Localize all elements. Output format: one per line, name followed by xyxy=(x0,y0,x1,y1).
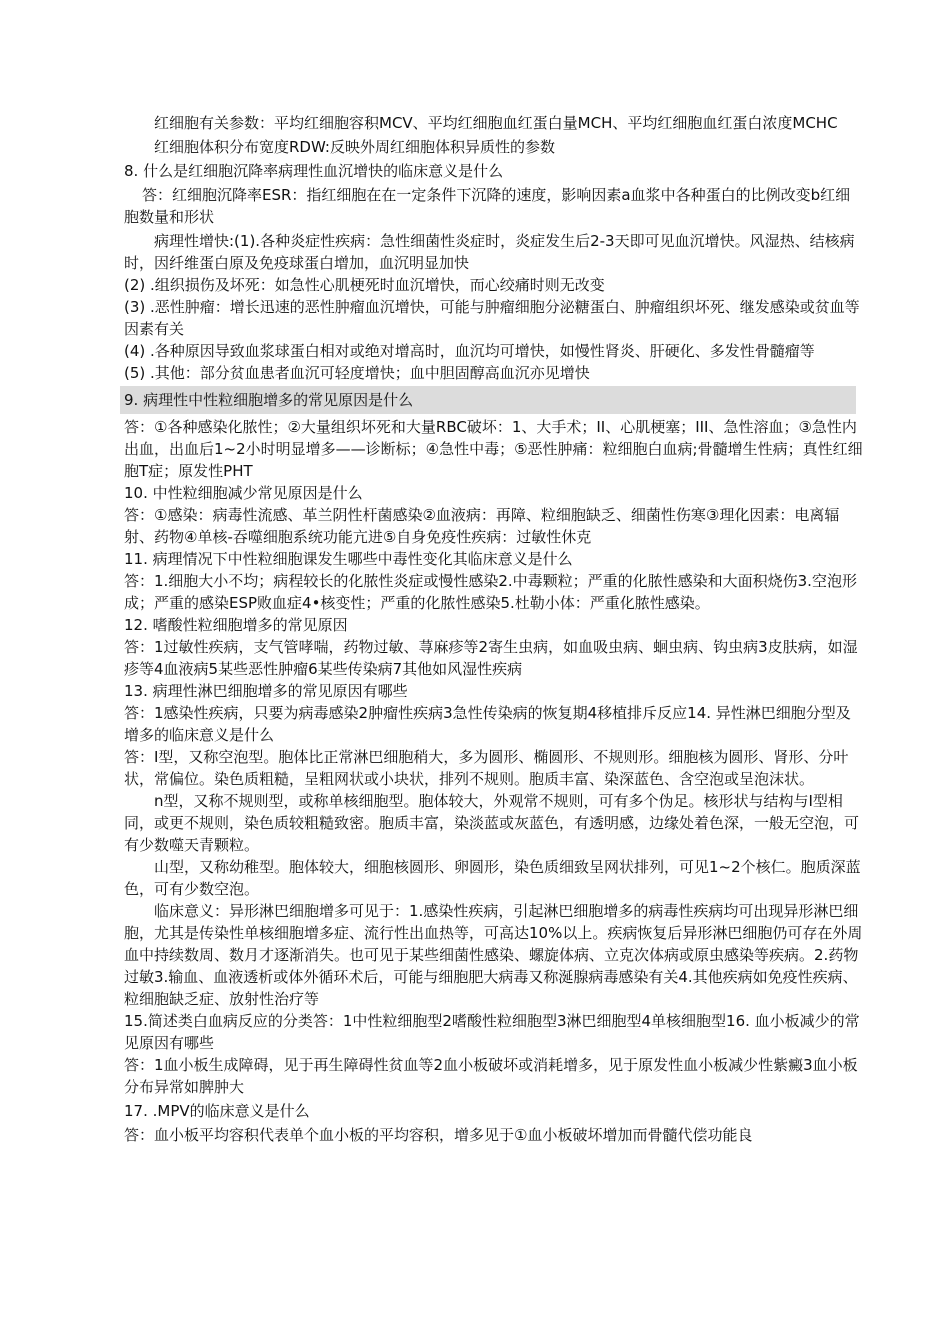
answer-9: 答：①各种感染化脓性；②大量组织坏死和大量RBC破坏：1、大手术；II、心肌梗塞；III、急性溶血；③急性内出血，出血后1~2小时明显增多——诊断标；④急性中毒；⑤恶性肿痛：粒细胞白血病;骨髓增生性病；真性红细胞T症；原发性PHT xyxy=(124,418,863,480)
question-10: 10. 中性粒细胞减少常见原因是什么 xyxy=(124,484,363,502)
answer-8-item-5: (5) .其他：部分贫血患者血沉可轻度增快；血中胆固醇高血沉亦见增快 xyxy=(124,364,590,382)
answer-8-item-3: (3) .恶性肿瘤：增长迅速的恶性肿瘤血沉增快，可能与肿瘤细胞分泌糖蛋白、肿瘤组织坏死、继发感染或贫血等因素有关 xyxy=(124,298,860,338)
answer-14-type-1: 答：I型，又称空泡型。胞体比正常淋巴细胞稍大，多为圆形、椭圆形、不规则形。细胞核为圆形、肾形、分叶状，常偏位。染色质粗糙，呈粗网状或小块状，排列不规则。胞质丰富、染深蓝色、含空泡或呈泡沫状。 xyxy=(124,748,849,788)
answer-8-item-1: 病理性增快:(1).各种炎症性疾病：急性细菌性炎症时，炎症发生后2-3天即可见血沉增快。风湿热、结核病时，因纤维蛋白原及免疫球蛋白增加，血沉明显加快 xyxy=(124,232,855,272)
paragraph-rdw: 红细胞体积分布宽度RDW:反映外周红细胞体积异质性的参数 xyxy=(154,138,555,156)
answer-8-item-4: (4) .各种原因导致血浆球蛋白相对或绝对增高时，血沉均可增快，如慢性肾炎、肝硬化、多发性骨髓瘤等 xyxy=(124,342,815,360)
question-11: 11. 病理情况下中性粒细胞课发生哪些中毒性变化其临床意义是什么 xyxy=(124,550,573,568)
answer-8: 答：红细胞沉降率ESR：指红细胞在在一定条件下沉降的速度，影响因素a血浆中各种蛋白的比例改变b红细胞数量和形状 xyxy=(124,186,851,226)
question-9: 9. 病理性中性粒细胞增多的常见原因是什么 xyxy=(120,386,856,414)
question-12: 12. 嗜酸性粒细胞增多的常见原因 xyxy=(124,616,348,634)
paragraph-rbc-params: 红细胞有关参数：平均红细胞容积MCV、平均红细胞血红蛋白量MCH、平均红细胞血红蛋白浓度MCHC xyxy=(154,114,838,132)
question-8: 8. 什么是红细胞沉降率病理性血沉增快的临床意义是什么 xyxy=(124,162,504,180)
document-body xyxy=(124,112,864,1146)
answer-12: 答：1过敏性疾病，支气管哮喘，药物过敏、荨麻疹等2寄生虫病，如血吸虫病、蛔虫病、钩虫病3皮肤病，如湿疹等4血液病5某些恶性肿瘤6某些传染病7其他如风湿性疾病 xyxy=(124,638,858,678)
question-15-16: 15.简述类白血病反应的分类答：1中性粒细胞型2嗜酸性粒细胞型3淋巴细胞型4单核细胞型16. 血小板减少的常见原因有哪些 xyxy=(124,1012,860,1052)
answer-16: 答：1血小板生成障碍，见于再生障碍性贫血等2血小板破坏或消耗增多，见于原发性血小板减少性紫癜3血小板分布异常如脾肿大 xyxy=(124,1056,858,1096)
question-13: 13. 病理性淋巴细胞增多的常见原因有哪些 xyxy=(124,682,408,700)
answer-17: 答：血小板平均容积代表单个血小板的平均容积，增多见于①血小板破坏增加而骨髓代偿功能良 xyxy=(124,1126,753,1144)
answer-14-clinical: 临床意义：异形淋巴细胞增多可见于：1.感染性疾病，引起淋巴细胞增多的病毒性疾病均可出现异形淋巴细胞，尤其是传染性单核细胞增多症、流行性出血热等，可高达10%以上。疾病恢复后异形淋巴细胞仍可存在外周血中持续数周、数月才逐渐消失。也可见于某些细菌性感染、螺旋体病、立克次体病或原虫感染等疾病。2.药物过敏3.输血、血液透析或体外循环术后，可能与细胞肥大病毒又称涎腺病毒感染有关4.其他疾病如免疫性疾病、粒细胞缺乏症、放射性治疗等 xyxy=(124,902,863,1008)
answer-14-type-3: 山型，又称幼稚型。胞体较大，细胞核圆形、卵圆形，染色质细致呈网状排列，可见1~2个核仁。胞质深蓝色，可有少数空泡。 xyxy=(124,858,861,898)
answer-13: 答：1感染性疾病，只要为病毒感染2肿瘤性疾病3急性传染病的恢复期4移植排斥反应14. 异性淋巴细胞分型及增多的临床意义是什么 xyxy=(124,704,851,744)
answer-11: 答：1.细胞大小不均；病程较长的化脓性炎症或慢性感染2.中毒颗粒；严重的化脓性感染和大面积烧伤3.空泡形成；严重的感染ESP败血症4•核变性；严重的化脓性感染5.杜勒小体：严重化脓性感染。 xyxy=(124,572,857,612)
question-17: 17. .MPV的临床意义是什么 xyxy=(124,1102,310,1120)
answer-14-type-2: n型，又称不规则型，或称单核细胞型。胞体较大，外观常不规则，可有多个伪足。核形状与结构与I型相同，或更不规则，染色质较粗糙致密。胞质丰富，染淡蓝或灰蓝色，有透明感，边缘处着色深，一般无空泡，可有少数噬天青颗粒。 xyxy=(124,792,860,854)
answer-8-item-2: (2) .组织损伤及坏死：如急性心肌梗死时血沉增快，而心绞痛时则无改变 xyxy=(124,276,605,294)
answer-10: 答：①感染：病毒性流感、革兰阴性杆菌感染②血液病：再障、粒细胞缺乏、细菌性伤寒③理化因素：电离辐射、药物④单核-吞噬细胞系统功能亢进⑤自身免疫性疾病：过敏性休克 xyxy=(124,506,840,546)
